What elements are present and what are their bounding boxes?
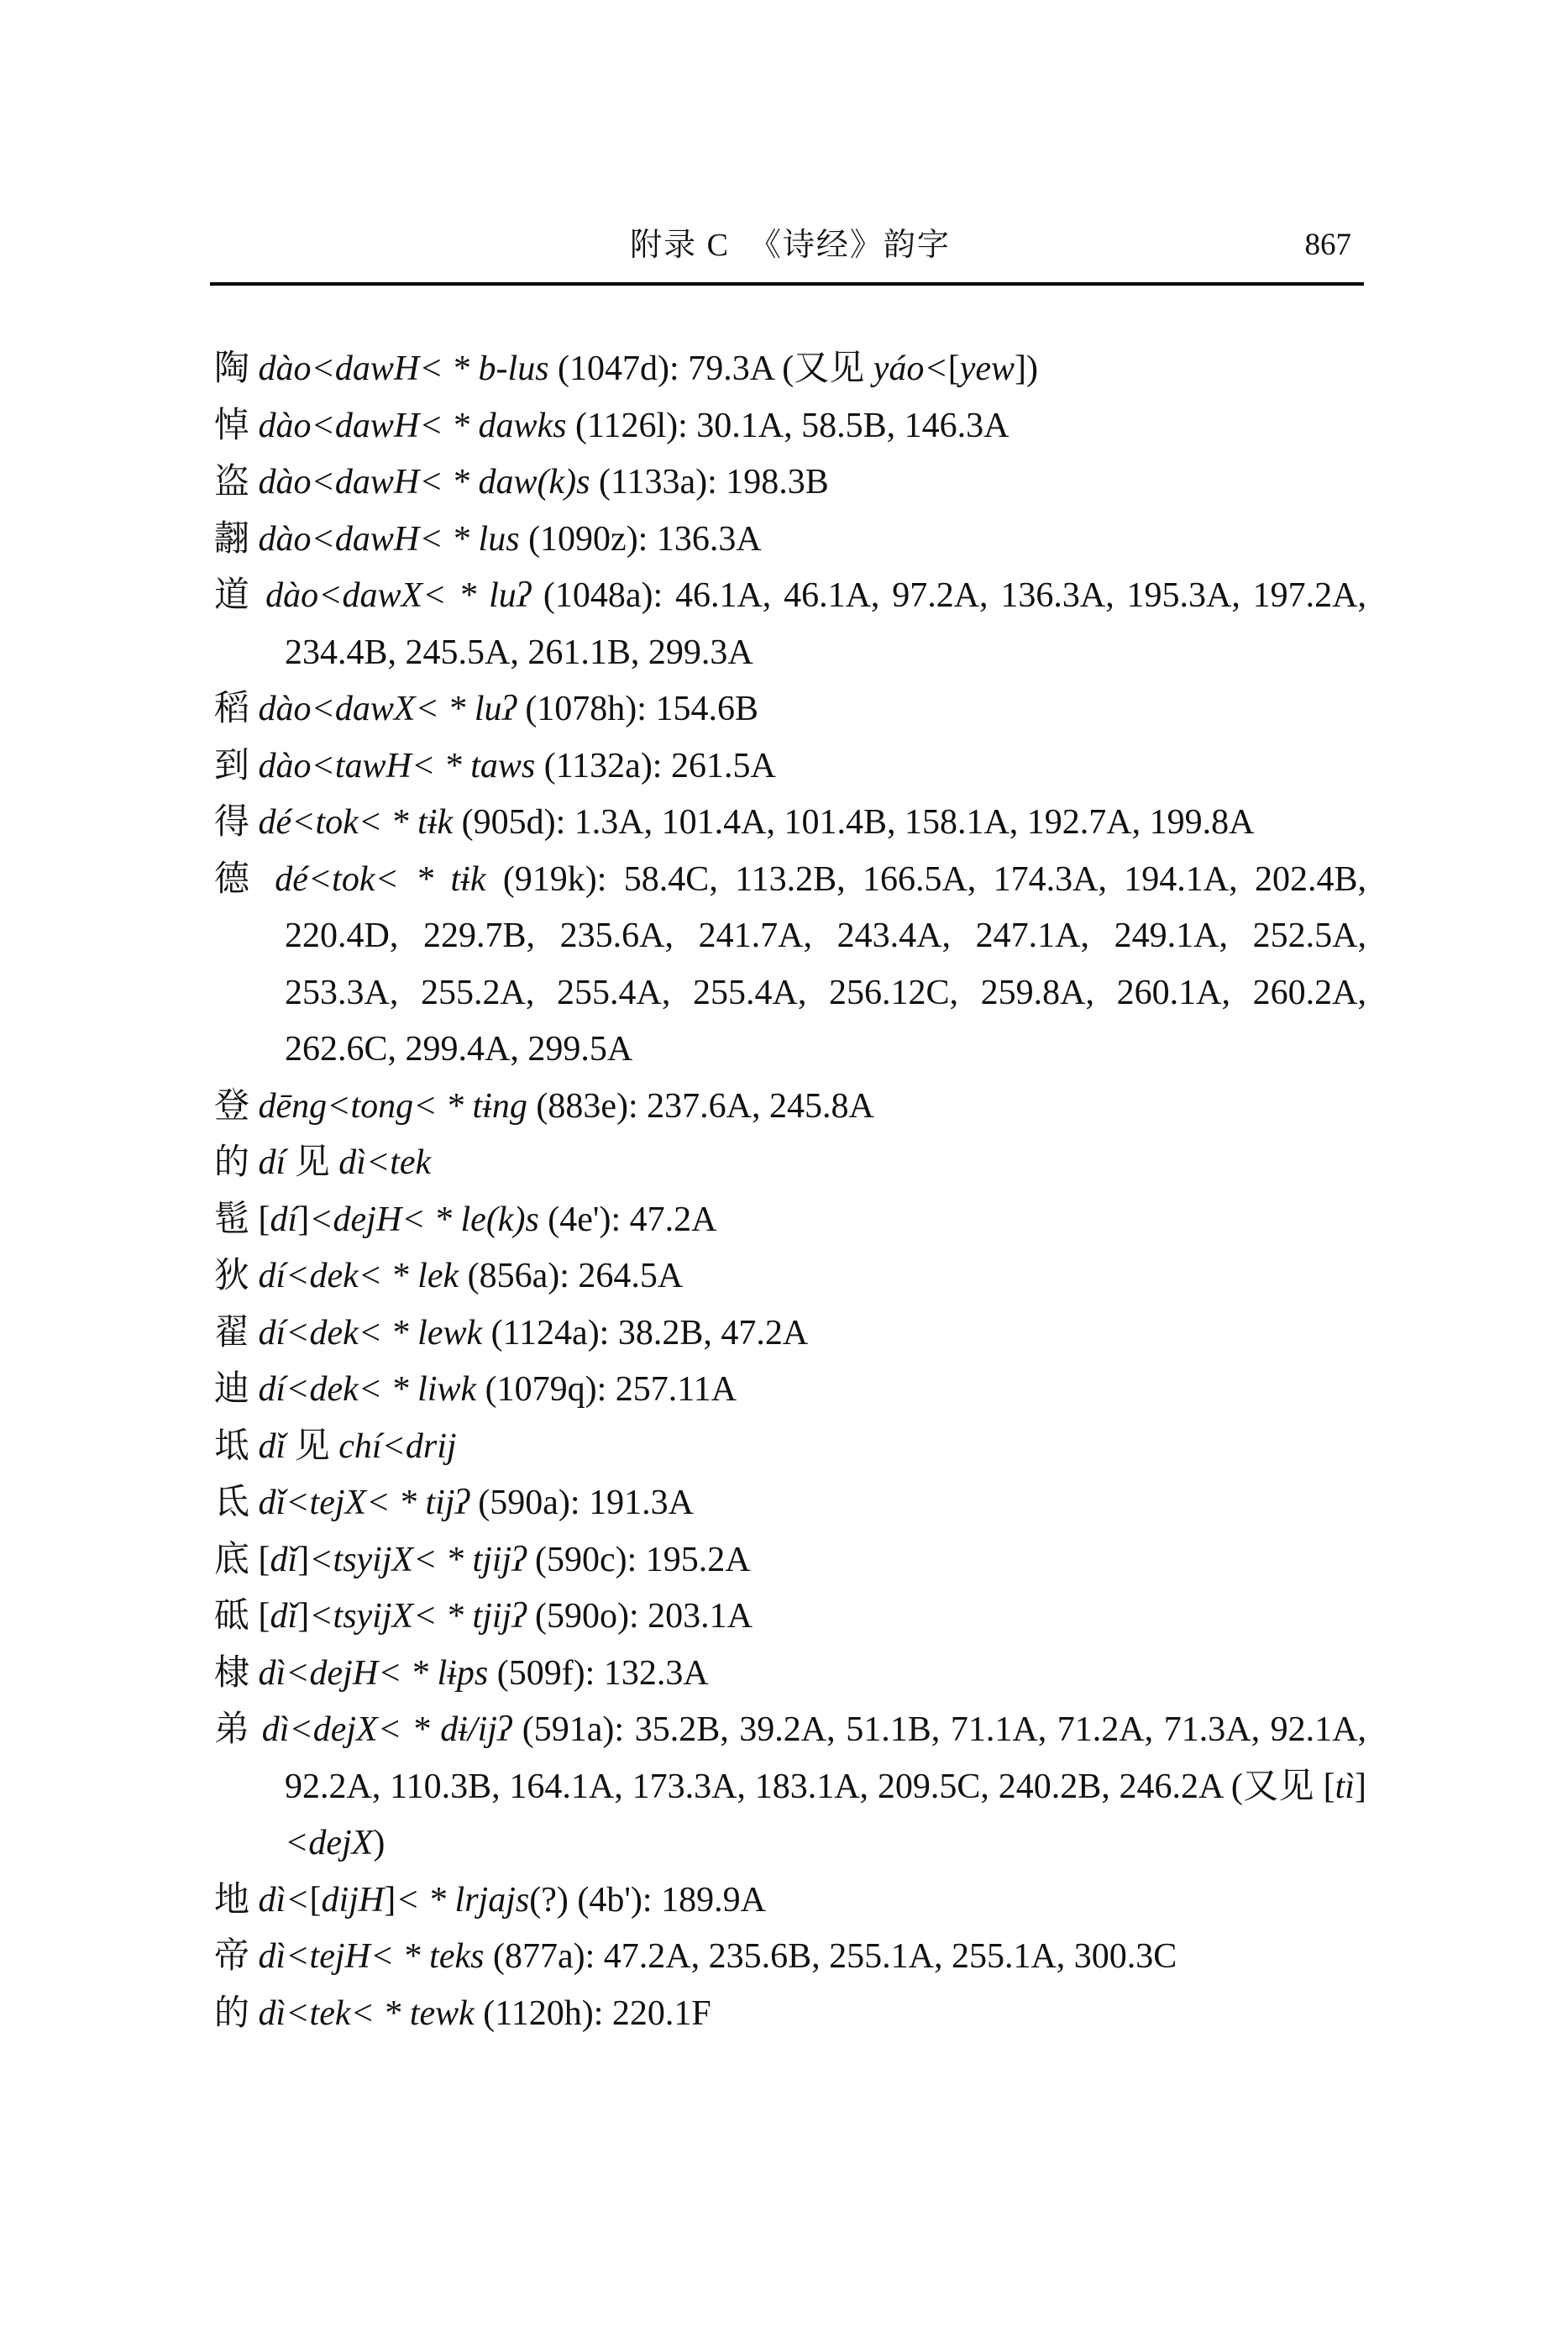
text-segment: [ xyxy=(309,1880,322,1920)
text-segment: [ xyxy=(258,1540,270,1579)
headword: 氐 xyxy=(214,1484,259,1522)
text-segment: dì<dejH< * lɨps xyxy=(258,1653,489,1693)
text-segment: dí xyxy=(270,1200,298,1239)
text-segment: (590c): 195.2A xyxy=(526,1540,751,1579)
text-segment: [ xyxy=(258,1200,270,1239)
text-segment: dé<tok< * tɨk xyxy=(275,859,486,899)
text-segment: 见 xyxy=(286,1143,339,1182)
text-segment: tì xyxy=(1335,1767,1355,1806)
headword: 登 xyxy=(214,1086,259,1126)
text-segment: ] xyxy=(297,1597,310,1636)
text-segment: dí<dek< * lewk xyxy=(258,1313,483,1352)
text-segment: <tsyijX< * tjijʔ xyxy=(309,1540,527,1579)
dictionary-entry xyxy=(214,568,1366,681)
text-segment: (1079q): 257.11A xyxy=(476,1370,737,1409)
text-segment: <dejX xyxy=(285,1824,374,1862)
text-segment: dí xyxy=(258,1143,286,1182)
text-segment: yew xyxy=(959,349,1015,388)
text-segment: ] xyxy=(297,1540,310,1579)
text-segment: (590o): 203.1A xyxy=(526,1597,753,1636)
dictionary-entry xyxy=(214,1305,1366,1363)
headword: 弟 xyxy=(214,1710,262,1749)
text-segment: 又见 xyxy=(1242,1767,1324,1806)
text-segment: dǐ xyxy=(258,1426,286,1466)
text-segment: ] xyxy=(297,1200,310,1239)
text-segment: [ xyxy=(258,1597,270,1636)
text-segment: (856a): 264.5A xyxy=(459,1257,684,1295)
dictionary-entry xyxy=(214,1929,1366,1986)
text-segment: chí<drij xyxy=(338,1426,457,1466)
dictionary-entry xyxy=(214,1702,1366,1872)
text-segment: dǐ xyxy=(270,1540,298,1579)
text-segment: ]) xyxy=(1015,349,1038,388)
text-segment: (1047d): 79.3A ( xyxy=(548,349,794,388)
text-segment: dì<tek< * tewk xyxy=(258,1993,475,2033)
headword: 砥 xyxy=(214,1597,259,1636)
dictionary-entry xyxy=(214,1646,1366,1703)
text-segment: dì<dejX< * dɨ/ijʔ xyxy=(261,1710,512,1749)
text-segment: 又见 xyxy=(794,349,873,388)
dictionary-entry xyxy=(214,1135,1366,1192)
text-segment: dào<tawH< * taws xyxy=(258,746,536,785)
headword: 悼 xyxy=(214,406,259,445)
dictionary-entry xyxy=(214,1419,1366,1476)
text-segment: < * lrjajs xyxy=(396,1880,530,1920)
text-segment: (1133a): 198.3B xyxy=(590,463,829,502)
text-segment: (509f): 132.3A xyxy=(488,1653,709,1693)
text-segment: dēng<tong< * tɨng xyxy=(258,1086,527,1126)
dictionary-entry xyxy=(214,1475,1366,1532)
dictionary-entry xyxy=(214,1079,1366,1136)
dictionary-entry xyxy=(214,681,1366,738)
text-segment: <dejH< * le(k)s xyxy=(309,1200,539,1239)
text-segment: (905d): 1.3A, 101.4A, 101.4B, 158.1A, 192.7A, 199.8A xyxy=(453,803,1255,842)
headword: 迪 xyxy=(214,1370,259,1409)
page-title: 附录 C 《诗经》韵字 xyxy=(630,228,951,263)
headword: 道 xyxy=(214,576,266,615)
text-segment: [ xyxy=(947,349,960,388)
text-segment: (1126l): 30.1A, 58.5B, 146.3A xyxy=(566,406,1009,445)
headword: 底 xyxy=(214,1540,259,1579)
text-segment: dì<tek xyxy=(338,1143,432,1182)
headword: 的 xyxy=(214,1993,259,2033)
text-segment: dǐ xyxy=(270,1597,298,1636)
headword: 帝 xyxy=(214,1937,259,1976)
dictionary-entry xyxy=(214,1192,1366,1249)
text-segment: dé<tok< * tɨk xyxy=(258,803,454,842)
headword: 到 xyxy=(214,746,259,785)
text-segment: dào<dawH< * b-lus xyxy=(258,349,549,388)
text-segment: dào<dawH< * lus xyxy=(258,519,520,559)
dictionary-entry xyxy=(214,398,1366,455)
dictionary-entry xyxy=(214,512,1366,569)
headword: 坻 xyxy=(214,1426,259,1466)
dictionary-entry xyxy=(214,738,1366,796)
page-number: 867 xyxy=(1304,228,1351,262)
text-segment: (1078h): 154.6B xyxy=(516,690,758,728)
text-segment: (1132a): 261.5A xyxy=(535,746,776,785)
text-segment: (1120h): 220.1F xyxy=(474,1993,711,2033)
text-segment: dì< xyxy=(258,1880,310,1920)
dictionary-entry xyxy=(214,1248,1366,1305)
text-segment: dào<dawH< * dawks xyxy=(258,406,567,445)
headword: 德 xyxy=(214,859,275,899)
headword: 髢 xyxy=(214,1200,259,1239)
text-segment: (?) (4b'): 189.9A xyxy=(529,1880,766,1920)
dictionary-entry xyxy=(214,1589,1366,1646)
dictionary-entry xyxy=(214,795,1366,852)
dictionary-entry xyxy=(214,1532,1366,1589)
text-segment: (591a): 35.2B, 39.2A, 51.1B, 71.1A, 71.2A, 71.3A, 92.1A, 92.2A, 110.3B, 164.1A, 173.3A, 183.1A, 209.5C, 240.2B, 246.2A ( xyxy=(285,1710,1367,1806)
headword: 盗 xyxy=(214,463,259,502)
dictionary-entry xyxy=(214,1872,1366,1930)
text-segment: ] xyxy=(1354,1767,1366,1806)
text-segment: ] xyxy=(384,1880,396,1920)
headword: 得 xyxy=(214,803,259,842)
headword: 翿 xyxy=(214,519,259,559)
text-segment: (1048a): 46.1A, 46.1A, 97.2A, 136.3A, 195.3A, 197.2A, 234.4B, 245.5A, 261.1B, 299.3A xyxy=(285,576,1366,672)
text-segment: (4e'): 47.2A xyxy=(538,1200,717,1239)
dictionary-entry xyxy=(214,852,1366,1079)
headword: 狄 xyxy=(214,1257,259,1295)
text-segment: dào<dawX< * luʔ xyxy=(265,576,532,615)
dictionary-entry xyxy=(214,341,1366,398)
text-segment: (590a): 191.3A xyxy=(469,1484,694,1522)
text-segment: dí<dek< * liwk xyxy=(258,1370,477,1409)
text-segment: yáo< xyxy=(873,349,948,388)
entries-list xyxy=(214,341,1366,2042)
text-segment: (877a): 47.2A, 235.6B, 255.1A, 255.1A, 300.3C xyxy=(484,1937,1177,1976)
header-divider xyxy=(210,282,1364,286)
text-segment: 见 xyxy=(286,1426,339,1466)
text-segment: (1090z): 136.3A xyxy=(519,519,762,559)
text-segment: <tsyijX< * tjijʔ xyxy=(309,1597,527,1636)
headword: 陶 xyxy=(214,349,259,388)
text-segment: ) xyxy=(373,1824,385,1862)
headword: 稻 xyxy=(214,690,259,728)
dictionary-entry xyxy=(214,454,1366,512)
text-segment: dào<dawX< * luʔ xyxy=(258,690,517,728)
headword: 翟 xyxy=(214,1313,259,1352)
headword: 的 xyxy=(214,1143,259,1182)
text-segment: dí<dek< * lek xyxy=(258,1257,459,1295)
running-head xyxy=(214,222,1366,269)
text-segment: (883e): 237.6A, 245.8A xyxy=(527,1086,874,1126)
text-segment: dijH xyxy=(321,1880,385,1920)
dictionary-entry xyxy=(214,1362,1366,1419)
text-segment: dì<tejH< * teks xyxy=(258,1937,485,1976)
text-segment: (919k): 58.4C, 113.2B, 166.5A, 174.3A, 194.1A, 202.4B, 220.4D, 229.7B, 235.6A, 241.7A, 243.4A, 247.1A, 249.1A, 252.5A, 253.3A, 255.2A, 255.4A, 255.4A, 256.12C, 259.8A, 260.1A, 260.2A, 262.6C, 299.4A, 299.5A xyxy=(285,859,1366,1069)
text-segment: (1124a): 38.2B, 47.2A xyxy=(482,1313,809,1352)
dictionary-entry xyxy=(214,1986,1366,2043)
headword: 地 xyxy=(214,1880,259,1920)
text-segment: dǐ<tejX< * tijʔ xyxy=(258,1484,469,1522)
text-segment: [ xyxy=(1323,1767,1335,1806)
headword: 棣 xyxy=(214,1653,259,1693)
text-segment: dào<dawH< * daw(k)s xyxy=(258,463,590,502)
